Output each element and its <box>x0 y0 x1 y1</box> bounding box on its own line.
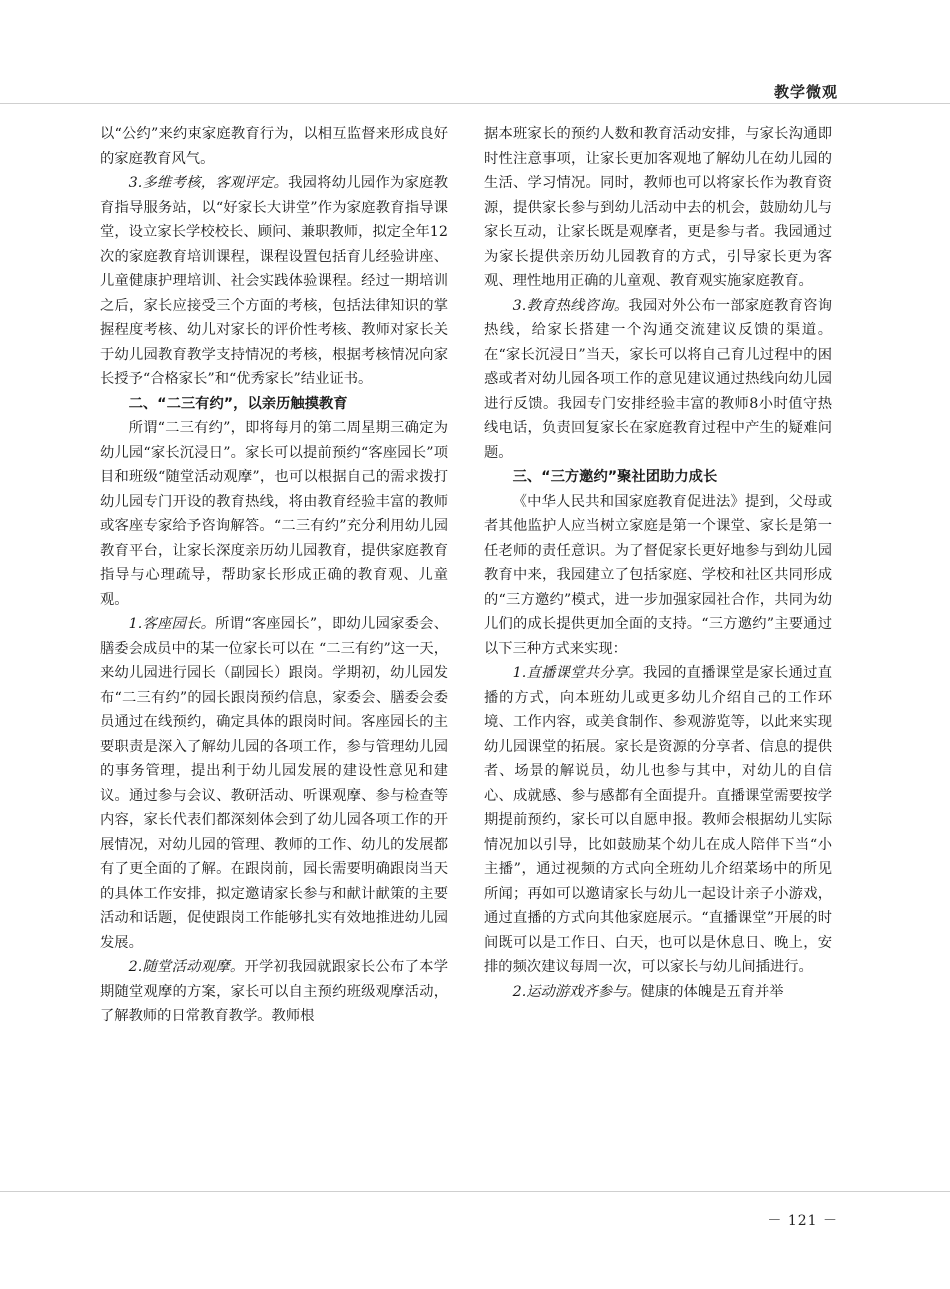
right-column <box>484 122 832 1004</box>
paragraph-body: 健康的体魄是五育并举 <box>640 983 784 1000</box>
paragraph-body: 我园对外公布一部家庭教育咨询热线，给家长搭建一个沟通交流建议反馈的渠道。在“家长沉浸日”当天，家长可以将自己育儿过程中的困惑或者对幼儿园各项工作的意见建议通过热线向幼儿园进行反馈。我园专门安排经验丰富的教师8小时值守热线电话，负责回复家长在家庭教育过程中产生的疑难问题。 <box>484 297 833 461</box>
paragraph-lead: 1.客座园长。 <box>128 616 216 632</box>
paragraph-body: 所谓“客座园长”，即幼儿园家委会、膳委会成员中的某一位家长可以在 “二三有约”这一天，来幼儿园进行园长（副园长）跟岗。学期初，幼儿园发布“二三有约”的园长跟岗预约信息，家委会、膳委会委员通过在线预约，确定具体的跟岗时间。客座园长的主要职责是深入了解幼儿园的各项工作，参与管理幼儿园的事务管理，提出利于幼儿园发展的建设性意见和建议。通过参与会议、教研活动、听课观摩、参与检查等内容，家长代表们都深刻体会到了幼儿园各项工作的开展情况，对幼儿园的管理、教师的工作、幼儿的发展都有了更全面的了解。在跟岗前，园长需要明确跟岗当天的具体工作安排，拟定邀请家长参与和献计献策的主要活动和话题，促使跟岗工作能够扎实有效地推进幼儿园发展。 <box>100 616 448 951</box>
left-column <box>100 122 448 1029</box>
paragraph: 《中华人民共和国家庭教育促进法》提到，父母或者其他监护人应当树立家庭是第一个课堂、家长是第一任老师的责任意识。为了督促家长更好地参与到幼儿园教育中来，我园建立了包括家庭、学校和社区共同形成的“三方邀约”模式，进一步加强家园社合作，共同为幼儿们的成长提供更加全面的支持。“三方邀约”主要通过以下三种方式来实现： <box>484 493 832 657</box>
header-divider <box>0 103 950 104</box>
paragraph: 以“公约”来约束家庭教育行为，以相互监督来形成良好的家庭教育风气。 <box>100 126 448 167</box>
section-heading: 二、“二三有约”，以亲历触摸教育 <box>128 395 348 412</box>
paragraph-lead: 2.随堂活动观摩。 <box>128 959 245 975</box>
paragraph-body: 开学初我园就跟家长公布了本学期随堂观摩的方案，家长可以自主预约班级观摩活动，了解教师的日常教育教学。教师根 <box>100 959 449 1024</box>
paragraph-lead: 3.教育热线咨询。 <box>512 297 629 314</box>
paragraph-lead: 1.直播课堂共分享。 <box>512 665 643 681</box>
footer-divider <box>0 1191 950 1192</box>
paragraph <box>484 980 832 1005</box>
paragraph <box>484 661 832 980</box>
paragraph <box>100 612 448 955</box>
paragraph <box>100 171 448 392</box>
section-heading: 三、“三方邀约”聚社团助力成长 <box>512 469 718 485</box>
paragraph <box>100 955 448 1029</box>
paragraph-lead: 3.多维考核，客观评定。 <box>128 175 289 191</box>
page-number: － 121 － <box>767 1213 838 1229</box>
paragraph <box>484 294 832 466</box>
paragraph-lead: 2.运动游戏齐参与。 <box>512 983 641 1000</box>
paragraph-body: 我园的直播课堂是家长通过直播的方式，向本班幼儿或更多幼儿介绍自己的工作环境、工作内容，或美食制作、参观游览等，以此来实现幼儿园课堂的拓展。家长是资源的分享者、信息的提供者、场景的解说员，幼儿也参与其中，对幼儿的自信心、成就感、参与感都有全面提升。直播课堂需要按学期提前预约，家长可以自愿申报。教师会根据幼儿实际情况加以引导，比如鼓励某个幼儿在成人陪伴下当“小主播”，通过视频的方式向全班幼儿介绍菜场中的所见所闻；再如可以邀请家长与幼儿一起设计亲子小游戏，通过直播的方式向其他家庭展示。“直播课堂”开展的时间既可以是工作日、白天，也可以是休息日、晚上，安排的频次建议每周一次，可以家长与幼儿间插进行。 <box>484 665 833 975</box>
paragraph: 所谓“二三有约”，即将每月的第二周星期三确定为幼儿园“家长沉浸日”。家长可以提前预约“客座园长”项目和班级“随堂活动观摩”，也可以根据自己的需求拨打幼儿园专门开设的教育热线，将由教育经验丰富的教师或客座专家给予咨询解答。“二三有约”充分利用幼儿园教育平台，让家长深度亲历幼儿园教育，提供家庭教育指导与心理疏导，帮助家长形成正确的教育观、儿童观。 <box>100 420 448 608</box>
section-title: 教学微观 <box>773 83 838 101</box>
paragraph: 据本班家长的预约人数和教育活动安排，与家长沟通即时性注意事项，让家长更加客观地了解幼儿在幼儿园的生活、学习情况。同时，教师也可以将家长作为教育资源，提供家长参与到幼儿活动中去的机会，鼓励幼儿与家长互动，让家长既是观摩者，更是参与者。我园通过为家长提供亲历幼儿园教育的方式，引导家长更为客观、理性地用正确的儿童观、教育观实施家庭教育。 <box>484 126 832 289</box>
paragraph-body: 我园将幼儿园作为家庭教育指导服务站，以“好家长大讲堂”作为家庭教育指导课堂，设立家长学校校长、顾问、兼职教师，拟定全年12次的家庭教育培训课程，课程设置包括育儿经验讲座、儿童健康护理培训、社会实践体验课程。经过一期培训之后，家长应接受三个方面的考核，包括法律知识的掌握程度考核、幼儿对家长的评价性考核、教师对家长关于幼儿园教育教学支持情况的考核，根据考核情况向家长授予“合格家长”和“优秀家长”结业证书。 <box>100 175 449 387</box>
